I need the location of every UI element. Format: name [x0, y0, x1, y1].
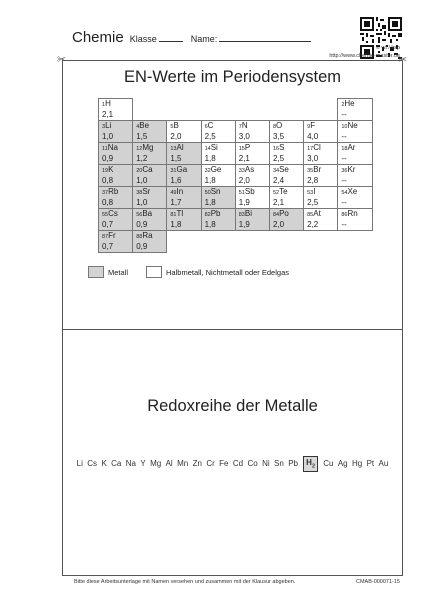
en-value: 0,7 — [102, 242, 114, 251]
element-cell-ar — [338, 143, 372, 165]
en-value: 1,9 — [238, 220, 250, 229]
element-cell-rn — [338, 209, 372, 231]
empty-cell — [235, 231, 269, 253]
empty-cell — [167, 231, 201, 253]
redox-element: Pb — [288, 459, 298, 469]
legend-label-nonmetal: Halbmetall, Nichtmetall oder Edelgas — [166, 267, 289, 277]
element-symbol — [102, 143, 132, 154]
symbol-text: Rb — [108, 187, 119, 196]
en-value: -- — [341, 132, 347, 141]
empty-cell — [167, 99, 201, 121]
symbol-text: Ba — [142, 209, 153, 218]
redox-hydrogen-reference: $H_2$ — [303, 456, 318, 472]
symbol-text: Ge — [210, 165, 222, 174]
legend-swatch-metal — [88, 266, 104, 278]
en-value: 1,8 — [170, 220, 182, 229]
en-value: -- — [341, 176, 347, 185]
element-cell-se — [269, 165, 303, 187]
element-symbol — [273, 209, 303, 220]
empty-cell — [133, 99, 167, 121]
redox-element: Cs — [87, 459, 98, 469]
en-value: 1,8 — [204, 220, 216, 229]
atomic-number: 18 — [341, 146, 348, 152]
element-cell-mg — [133, 143, 167, 165]
atomic-number: 3 — [102, 124, 106, 130]
redox-element: Zn — [192, 459, 202, 469]
empty-cell — [269, 99, 303, 121]
atomic-number: 1 — [102, 102, 106, 108]
element-cell-n — [235, 121, 269, 143]
en-value: 2,5 — [307, 198, 319, 207]
symbol-text: Ra — [142, 231, 153, 240]
element-symbol — [170, 165, 200, 176]
copyright-url: http://www.chemie-master.de — [329, 52, 400, 59]
legend — [88, 266, 289, 278]
atomic-number: 33 — [238, 168, 245, 174]
element-cell-i — [304, 187, 338, 209]
element-symbol — [102, 187, 132, 198]
redox-element: Pt — [366, 459, 375, 469]
element-cell-ra — [133, 231, 167, 253]
element-symbol — [239, 143, 269, 154]
symbol-text: O — [276, 121, 283, 130]
element-symbol — [170, 187, 200, 198]
element-cell-na — [99, 143, 133, 165]
redox-element: Ca — [111, 459, 122, 469]
element-symbol — [307, 121, 337, 132]
en-value: 2,4 — [272, 176, 285, 185]
atomic-number: 20 — [136, 168, 143, 174]
symbol-text: Rn — [347, 209, 358, 218]
redox-element: Ni — [262, 459, 270, 469]
atomic-number: 36 — [341, 168, 348, 174]
element-symbol — [102, 99, 132, 110]
element-cell-o — [269, 121, 303, 143]
atomic-number: 85 — [307, 212, 314, 218]
en-value: 0,9 — [136, 242, 148, 251]
symbol-text: K — [108, 165, 114, 174]
periodic-table-row — [99, 143, 373, 165]
symbol-text: Ca — [142, 165, 153, 174]
periodic-table-row — [99, 121, 373, 143]
redox-element: Sn — [274, 459, 284, 469]
element-cell-sr — [133, 187, 167, 209]
symbol-text: Cs — [108, 209, 118, 218]
element-cell-kr — [338, 165, 372, 187]
footer-note: Bitte diese Arbeitsunterlage mit Namen versehen und zusammen mit der Klausur abgeben. — [74, 579, 296, 585]
atomic-number: 51 — [238, 190, 245, 196]
symbol-text: Na — [107, 143, 118, 152]
redox-element: Cr — [206, 459, 215, 469]
element-cell-ne — [338, 121, 372, 143]
en-value: 1,7 — [170, 198, 182, 207]
en-value: 1,0 — [102, 132, 114, 141]
atomic-number: 88 — [136, 234, 143, 240]
element-symbol — [170, 121, 200, 132]
en-value: 0,7 — [102, 220, 114, 229]
atomic-number: 84 — [272, 212, 280, 218]
element-cell-he — [338, 99, 372, 121]
en-value: -- — [341, 110, 347, 119]
element-symbol — [136, 209, 166, 220]
section-divider — [62, 329, 403, 330]
element-symbol — [341, 143, 371, 154]
en-value: 1,0 — [136, 198, 148, 207]
symbol-text: S — [279, 143, 285, 152]
element-cell-s — [269, 143, 303, 165]
element-cell-k — [99, 165, 133, 187]
atomic-number: 8 — [272, 124, 276, 130]
subject-title: Chemie — [72, 29, 124, 46]
atomic-number: 50 — [204, 190, 211, 196]
atomic-number: 5 — [170, 124, 174, 130]
atomic-number: 13 — [170, 146, 177, 152]
element-cell-as — [235, 165, 269, 187]
element-symbol — [307, 187, 337, 198]
element-cell-po — [269, 209, 303, 231]
en-value: 1,8 — [204, 198, 216, 207]
en-value: 3,0 — [238, 132, 250, 141]
redox-element: Al — [165, 459, 173, 469]
atomic-number: 37 — [102, 190, 109, 196]
en-value: 2,0 — [170, 132, 182, 141]
redox-series — [62, 456, 403, 472]
element-symbol — [136, 143, 166, 154]
atomic-number: 16 — [272, 146, 280, 152]
en-value: 0,9 — [102, 154, 114, 163]
en-value: 0,8 — [102, 198, 114, 207]
redox-element: Y — [140, 459, 146, 469]
element-cell-sb — [235, 187, 269, 209]
element-cell-p — [235, 143, 269, 165]
redox-element: Hg — [351, 459, 363, 469]
element-cell-pb — [201, 209, 235, 231]
atomic-number: 56 — [136, 212, 143, 218]
element-symbol — [170, 143, 200, 154]
symbol-text: Mg — [142, 143, 154, 152]
empty-cell — [269, 231, 303, 253]
redox-element: Mg — [150, 459, 162, 469]
periodic-table-row — [99, 165, 373, 187]
symbol-text: N — [241, 121, 248, 130]
redox-element: Li — [76, 459, 83, 469]
element-symbol — [273, 165, 303, 176]
atomic-number: 81 — [170, 212, 177, 218]
element-symbol — [341, 209, 371, 220]
symbol-text: H — [105, 99, 111, 108]
symbol-text: F — [310, 121, 316, 130]
redox-element: Cu — [323, 459, 334, 469]
element-symbol — [205, 121, 235, 132]
en-value: 2,0 — [238, 176, 250, 185]
atomic-number: 82 — [204, 212, 211, 218]
en-value: 1,5 — [170, 154, 182, 163]
element-symbol — [136, 231, 166, 242]
atomic-number: 87 — [102, 234, 109, 240]
atomic-number: 12 — [136, 146, 143, 152]
symbol-text: Se — [279, 165, 289, 174]
symbol-text: Sn — [210, 187, 221, 196]
symbol-text: Tl — [176, 209, 184, 218]
element-cell-xe — [338, 187, 372, 209]
en-value: 2,0 — [272, 220, 285, 229]
symbol-text: Kr — [347, 165, 356, 174]
empty-cell — [235, 99, 269, 121]
en-value: -- — [341, 220, 347, 229]
element-cell-rb — [99, 187, 133, 209]
atomic-number: 83 — [238, 212, 245, 218]
en-value: 2,5 — [272, 154, 285, 163]
element-symbol — [205, 209, 235, 220]
name-label: Name: — [190, 34, 218, 44]
atomic-number: 17 — [307, 146, 314, 152]
atomic-number: 6 — [204, 124, 208, 130]
element-cell-al — [167, 143, 201, 165]
element-cell-cs — [99, 209, 133, 231]
symbol-text: As — [244, 165, 255, 174]
redox-element: Fe — [219, 459, 229, 469]
symbol-text: Ne — [347, 121, 358, 130]
atomic-number: 7 — [238, 124, 242, 130]
element-symbol — [307, 143, 337, 154]
en-value: 1,6 — [170, 176, 182, 185]
element-cell-at — [304, 209, 338, 231]
symbol-text: Be — [139, 121, 150, 130]
element-symbol — [307, 165, 337, 176]
element-symbol — [205, 187, 235, 198]
periodic-table-row — [99, 187, 373, 209]
element-symbol — [205, 165, 235, 176]
atomic-number: 35 — [307, 168, 314, 174]
en-value: 3,0 — [307, 154, 319, 163]
symbol-text: Te — [279, 187, 288, 196]
element-symbol — [239, 187, 269, 198]
en-value: -- — [341, 154, 347, 163]
element-symbol — [205, 143, 235, 154]
element-symbol — [170, 209, 200, 220]
section-title-en: EN-Werte im Periodensystem — [123, 68, 341, 86]
atomic-number: 2 — [341, 102, 345, 108]
element-symbol — [341, 187, 371, 198]
class-blank-line — [159, 40, 183, 42]
empty-cell — [304, 99, 338, 121]
element-symbol — [136, 121, 166, 132]
en-value: 2,1 — [272, 198, 285, 207]
atomic-number: 11 — [102, 146, 108, 152]
symbol-text: He — [344, 99, 355, 108]
element-symbol — [102, 231, 132, 242]
empty-cell — [201, 99, 235, 121]
scissors-icon: ✂ — [398, 54, 408, 66]
atomic-number: 31 — [170, 168, 177, 174]
symbol-text: C — [207, 121, 214, 130]
element-symbol — [239, 209, 269, 220]
symbol-text: Li — [105, 121, 112, 130]
element-cell-ga — [167, 165, 201, 187]
empty-cell — [304, 231, 338, 253]
en-value: 1,5 — [136, 132, 148, 141]
element-symbol — [239, 121, 269, 132]
element-symbol — [136, 187, 166, 198]
atomic-number: 38 — [136, 190, 143, 196]
en-value: 2,5 — [204, 132, 216, 141]
class-label: Klasse — [129, 34, 157, 44]
symbol-text: Xe — [347, 187, 358, 196]
element-cell-in — [167, 187, 201, 209]
element-cell-h — [99, 99, 133, 121]
element-symbol — [102, 209, 132, 220]
scissors-icon: ✂ — [57, 54, 67, 66]
element-cell-be — [133, 121, 167, 143]
atomic-number: 54 — [341, 190, 348, 196]
element-cell-li — [99, 121, 133, 143]
symbol-text: Pb — [210, 209, 221, 218]
en-value: 4,0 — [307, 132, 319, 141]
element-cell-ba — [133, 209, 167, 231]
element-cell-te — [269, 187, 303, 209]
element-cell-fr — [99, 231, 133, 253]
element-symbol — [341, 99, 371, 110]
atomic-number: 4 — [136, 124, 140, 130]
symbol-text: B — [173, 121, 179, 130]
copyright — [329, 45, 400, 60]
redox-element: Au — [378, 459, 389, 469]
element-symbol — [273, 121, 303, 132]
en-value: 1,9 — [238, 198, 250, 207]
atomic-number: 10 — [341, 124, 348, 130]
en-value: 2,8 — [307, 176, 319, 185]
periodic-table-row — [99, 99, 373, 121]
symbol-text: P — [244, 143, 251, 152]
symbol-text: Sr — [142, 187, 151, 196]
atomic-number: 15 — [238, 146, 245, 152]
redox-element: Na — [125, 459, 136, 469]
legend-swatch-nonmetal — [146, 266, 162, 278]
en-value: 2,1 — [238, 154, 250, 163]
en-value: -- — [341, 198, 347, 207]
empty-cell — [338, 231, 372, 253]
atomic-number: 55 — [102, 212, 109, 218]
redox-element: Co — [247, 459, 258, 469]
symbol-text: Si — [210, 143, 218, 152]
copyright-author: © wt / ksp — [375, 45, 400, 51]
atomic-number: 53 — [307, 190, 314, 196]
atomic-number: 52 — [272, 190, 280, 196]
symbol-text: I — [313, 187, 316, 196]
en-value: 1,8 — [204, 154, 216, 163]
symbol-text: Bi — [244, 209, 252, 218]
symbol-text: At — [313, 209, 321, 218]
redox-element: K — [101, 459, 107, 469]
worksheet-header — [72, 29, 311, 49]
element-symbol — [273, 187, 303, 198]
element-symbol — [341, 121, 371, 132]
en-value: 2,2 — [307, 220, 319, 229]
element-cell-tl — [167, 209, 201, 231]
redox-element: Ag — [337, 459, 348, 469]
en-value: 2,1 — [102, 110, 114, 119]
atomic-number: 86 — [341, 212, 348, 218]
atomic-number: 14 — [204, 146, 211, 152]
empty-cell — [201, 231, 235, 253]
element-cell-sn — [201, 187, 235, 209]
element-cell-cl — [304, 143, 338, 165]
en-value: 1,8 — [204, 176, 216, 185]
symbol-text: In — [176, 187, 184, 196]
en-value: 0,8 — [102, 176, 114, 185]
element-cell-bi — [235, 209, 269, 231]
symbol-text: Br — [313, 165, 322, 174]
redox-element: Cd — [232, 459, 244, 469]
periodic-table — [98, 98, 373, 253]
redox-element: Mn — [177, 459, 189, 469]
element-symbol — [307, 209, 337, 220]
en-value: 1,2 — [136, 154, 148, 163]
en-value: 1,0 — [136, 176, 148, 185]
element-cell-b — [167, 121, 201, 143]
periodic-table-row — [99, 231, 373, 253]
element-cell-br — [304, 165, 338, 187]
symbol-text: Ga — [176, 165, 188, 174]
element-symbol — [341, 165, 371, 176]
element-symbol — [102, 165, 132, 176]
atomic-number: 49 — [170, 190, 177, 196]
atomic-number: 19 — [102, 168, 109, 174]
symbol-text: Ar — [347, 143, 356, 152]
element-cell-ca — [133, 165, 167, 187]
section-title-redox: Redoxreihe der Metalle — [147, 397, 318, 415]
symbol-text: Sb — [244, 187, 255, 196]
element-cell-si — [201, 143, 235, 165]
element-cell-f — [304, 121, 338, 143]
element-symbol — [136, 165, 166, 176]
symbol-text: Al — [176, 143, 184, 152]
element-symbol — [239, 165, 269, 176]
symbol-text: Po — [279, 209, 289, 218]
element-symbol — [273, 143, 303, 154]
atomic-number: 32 — [204, 168, 211, 174]
element-cell-c — [201, 121, 235, 143]
atomic-number: 9 — [307, 124, 311, 130]
element-symbol — [102, 121, 132, 132]
atomic-number: 34 — [272, 168, 280, 174]
en-value: 0,9 — [136, 220, 148, 229]
symbol-text: Fr — [108, 231, 116, 240]
legend-label-metal: Metall — [108, 267, 129, 277]
symbol-text: Cl — [313, 143, 321, 152]
periodic-table-row — [99, 209, 373, 231]
en-value: 3,5 — [272, 132, 285, 141]
name-blank-line — [219, 40, 311, 42]
element-cell-ge — [201, 165, 235, 187]
document-code: CMAB-000071-15 — [355, 579, 400, 585]
